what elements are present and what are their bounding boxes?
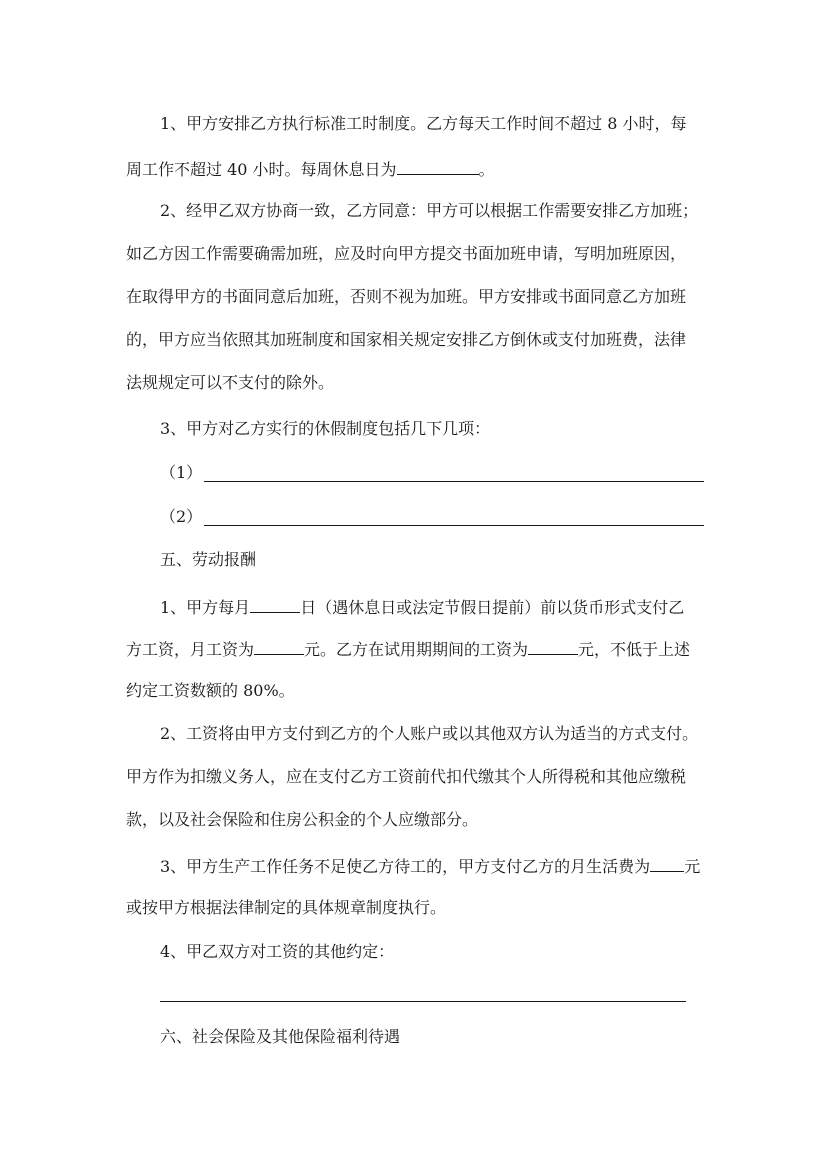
probation-wage-blank[interactable] bbox=[528, 636, 578, 655]
leave-item-2-label: （2） bbox=[160, 507, 203, 526]
p4-line-3: 约定工资数额的 80%。 bbox=[126, 681, 295, 700]
section-5-title: 五、劳动报酬 bbox=[160, 550, 257, 569]
leave-item-1-label: （1） bbox=[160, 463, 203, 482]
p5-line-1: 2、工资将由甲方支付到乙方的个人账户或以其他双方认为适当的方式支付。 bbox=[160, 724, 699, 743]
p1-line-1: 1、甲方安排乙方执行标准工时制度。乙方每天工作时间不超过 8 小时，每 bbox=[160, 114, 687, 133]
rest-day-blank[interactable] bbox=[397, 156, 479, 175]
p6-line-2: 或按甲方根据法律制定的具体规章制度执行。 bbox=[126, 898, 447, 917]
p5-line-3: 款，以及社会保险和住房公积金的个人应缴部分。 bbox=[126, 810, 479, 829]
monthly-wage-blank[interactable] bbox=[254, 636, 304, 655]
leave-item-1-blank[interactable] bbox=[204, 481, 704, 482]
other-agreement-blank[interactable] bbox=[160, 1001, 686, 1002]
p2-line-4: 的，甲方应当依照其加班制度和国家相关规定安排乙方倒休或支付加班费，法律 bbox=[126, 330, 687, 349]
p5-line-2: 甲方作为扣缴义务人，应在支付乙方工资前代扣代缴其个人所得税和其他应缴税 bbox=[126, 767, 687, 786]
leave-item-2-blank[interactable] bbox=[204, 525, 704, 526]
p3-line-1: 3、甲方对乙方实行的休假制度包括几下几项： bbox=[160, 419, 491, 438]
living-allowance-blank[interactable] bbox=[650, 853, 684, 872]
p4-line-1: 1、甲方每月 日（遇休息日或法定节假日提前）前以货币形式支付乙 bbox=[160, 594, 684, 620]
p1-line-2: 周工作不超过 40 小时。每周休息日为 。 bbox=[126, 156, 495, 182]
p2-line-1: 2、经甲乙双方协商一致，乙方同意：甲方可以根据工作需要安排乙方加班； bbox=[160, 201, 699, 220]
section-6-title: 六、社会保险及其他保险福利待遇 bbox=[160, 1027, 401, 1046]
p2-line-2: 如乙方因工作需要确需加班，应及时向甲方提交书面加班申请，写明加班原因， bbox=[126, 244, 687, 263]
pay-day-blank[interactable] bbox=[250, 594, 300, 613]
p7-line-1: 4、甲乙双方对工资的其他约定： bbox=[160, 942, 395, 961]
p2-line-3: 在取得甲方的书面同意后加班，否则不视为加班。甲方安排或书面同意乙方加班 bbox=[126, 287, 687, 306]
p2-line-5: 法规规定可以不支付的除外。 bbox=[126, 373, 335, 392]
p6-line-1: 3、甲方生产工作任务不足使乙方待工的，甲方支付乙方的月生活费为 元 bbox=[160, 853, 700, 879]
p4-line-2: 方工资，月工资为 元。乙方在试用期期间的工资为 元，不低于上述 bbox=[126, 636, 690, 662]
